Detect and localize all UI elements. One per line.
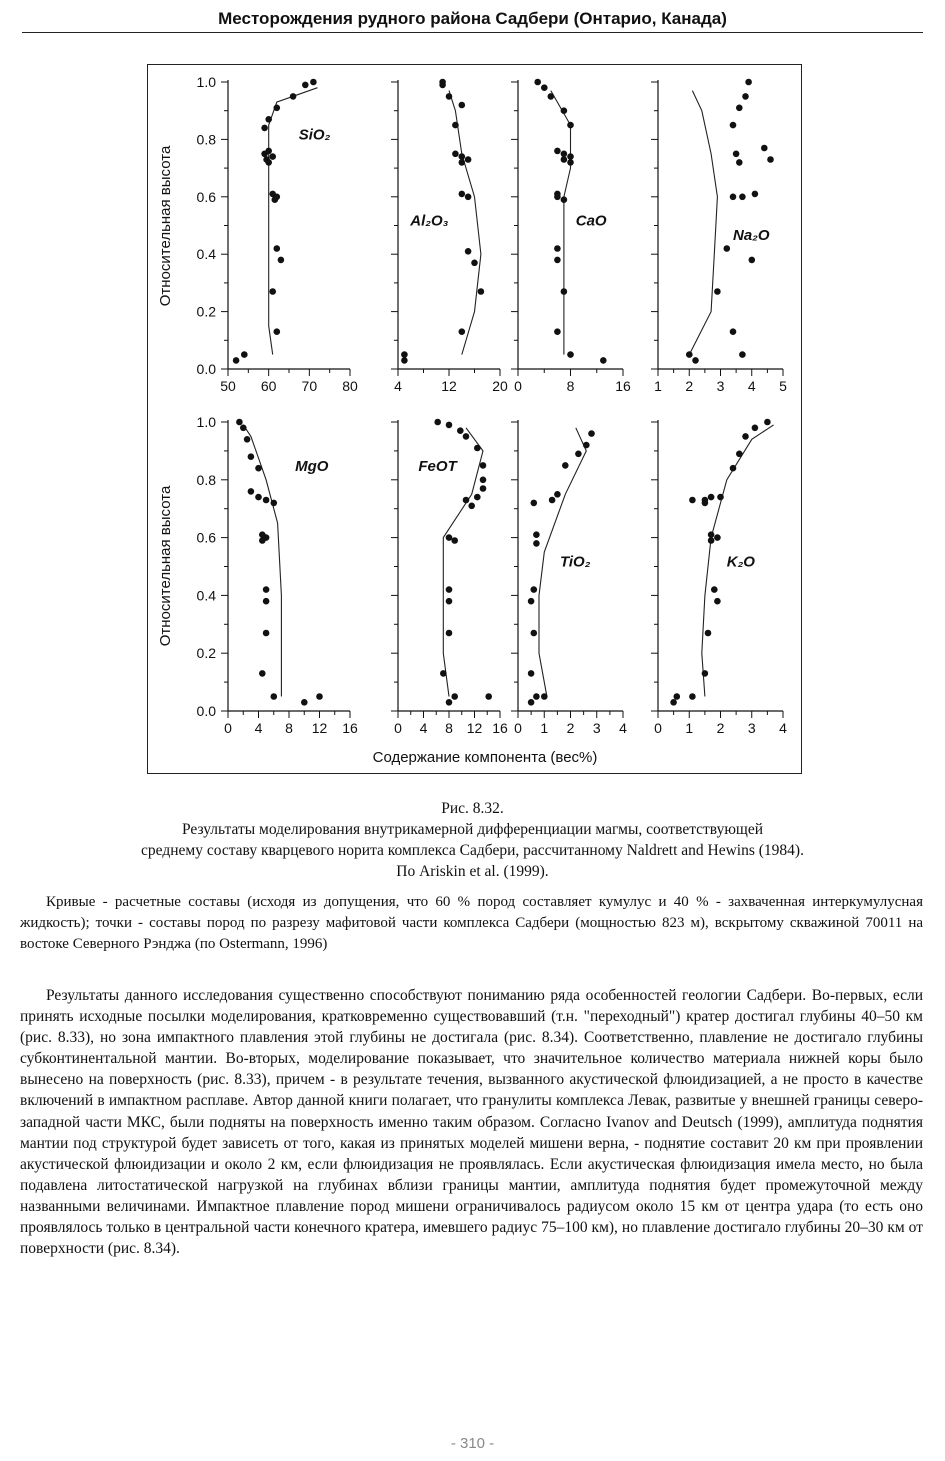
sample-point xyxy=(717,494,724,501)
sample-point xyxy=(301,699,308,706)
sample-point xyxy=(446,93,453,100)
panel-4 xyxy=(197,414,358,736)
panel-6 xyxy=(511,420,627,736)
sample-point xyxy=(588,430,595,437)
y-tick-label: 0.8 xyxy=(196,131,216,148)
x-tick-label: 2 xyxy=(566,720,575,736)
sample-point xyxy=(434,419,441,426)
sample-point xyxy=(730,465,737,472)
sample-point xyxy=(240,425,247,432)
x-tick-label: 3 xyxy=(592,720,601,736)
x-tick-label: 4 xyxy=(779,720,787,736)
caption-note: Кривые - расчетные составы (исходя из допущения, что 60 % пород составляет кумулус и 40 % - захваченная интеркумулусная жидкость); точки - составы пород по разрезу мафитовой части комплекса Садбери (мощностью 823 м), вскрытому скважиной 70011 на востоке Северного Рэнджа (по Ostermann, 1996) xyxy=(20,894,923,952)
sample-point xyxy=(474,445,481,452)
x-axis-label: Содержание компонента (вес%) xyxy=(372,749,598,766)
sample-point xyxy=(263,598,270,605)
sample-point xyxy=(465,156,472,163)
x-tick-label: 1 xyxy=(654,378,662,394)
sample-point xyxy=(302,82,309,89)
sample-point xyxy=(554,194,561,201)
sample-point xyxy=(263,586,270,593)
x-tick-label: 1 xyxy=(540,720,549,736)
sample-point xyxy=(255,465,262,472)
sample-point xyxy=(480,462,487,469)
sample-point xyxy=(528,699,535,706)
sample-point xyxy=(711,586,718,593)
sample-point xyxy=(702,670,709,677)
sample-point xyxy=(674,693,681,700)
x-tick-label: 16 xyxy=(342,720,358,736)
sample-point xyxy=(745,79,752,86)
sample-point xyxy=(265,148,272,155)
sample-point xyxy=(452,122,459,129)
sample-point xyxy=(739,351,746,358)
sample-point xyxy=(528,670,535,677)
sample-point xyxy=(446,630,453,637)
sample-point xyxy=(742,433,749,440)
sample-point xyxy=(271,500,278,507)
x-tick-label: 0 xyxy=(394,720,402,736)
x-tick-label: 0 xyxy=(224,720,232,736)
x-tick-label: 3 xyxy=(716,378,725,394)
sample-point xyxy=(567,159,574,166)
sample-point xyxy=(708,531,715,538)
sample-point xyxy=(463,433,470,440)
sample-point xyxy=(248,453,255,460)
sample-point xyxy=(554,148,561,155)
sample-point xyxy=(730,328,737,335)
sample-point xyxy=(561,288,568,295)
caption-fig-label: Рис. 8.32. xyxy=(441,800,504,817)
sample-point xyxy=(272,196,279,203)
sample-point xyxy=(265,159,272,166)
x-tick-label: 4 xyxy=(254,720,263,736)
x-tick-label: 12 xyxy=(311,720,328,736)
sample-point xyxy=(255,494,262,501)
x-tick-label: 4 xyxy=(394,378,402,394)
sample-point xyxy=(446,586,453,593)
x-tick-label: 16 xyxy=(492,720,508,736)
x-tick-label: 16 xyxy=(615,378,631,394)
sample-point xyxy=(531,500,538,507)
x-tick-label: 1 xyxy=(685,720,694,736)
y-axis-label-top: Относительная высота xyxy=(157,145,174,307)
sample-point xyxy=(730,122,737,129)
sample-point xyxy=(259,537,266,544)
body-paragraph: Результаты данного исследования существенно способствуют пониманию ряда особенностей геологии Садбери. Во-первых, если принять исходные посылки моделирования, кратковременно существовавший (т.н. "переходный") кратер достигал глубины 40–50 км (рис. 8.33), но зона импактного плавления этой глубины не достигала (рис. 8.34). Соответственно, плавление не достигало глубины субконтинентальной мантии. Во-вторых, моделирование показывает, что значительное количество материала нижней коры было вынесено на поверхность (рис. 8.33), причем - в результате течения, вызванного акустической флюидизацией, а не просто в качестве включений в импактном расплаве. Автор данной книги полагает, что гранулиты комплекса Левак, развитые у внешней границы северо-западной части МКС, были подняты на поверхность именно таким образом. Согласно Ivanov and Deutsch (1999), амплитуда поднятия мантии под структурой будет зависеть от того, какая из принятых моделей мишени верна, - поднятие составит 20 км при проявлении акустической флюидизации и около 2 км, если флюидизация не проявлялась. Если акустическая флюидизация имела место, но была подавлена литостатической нагрузкой на глубинах вблизи границы мантии, амплитуда поднятия будет промежуточной между названными величинами. Импактное плавление пород мишени ограничивалось радиусом около 15 км от центра удара (то есть оно проявлялось только в центральной части конечного кратера, имевшего радиус 75–100 км), но плавление достигало глубины 20–30 км от поверхности (рис. 8.34). xyxy=(20,987,923,1258)
sample-point xyxy=(705,630,712,637)
sample-point xyxy=(761,145,768,152)
sample-point xyxy=(583,442,590,449)
sample-point xyxy=(480,485,487,492)
sample-point xyxy=(567,153,574,160)
sample-point xyxy=(561,196,568,203)
sample-point xyxy=(686,351,693,358)
sample-point xyxy=(749,257,756,264)
sample-point xyxy=(269,288,276,295)
panel-title: MgO xyxy=(295,458,329,476)
sample-point xyxy=(465,194,472,201)
panel-title: TiO₂ xyxy=(560,553,591,571)
sample-point xyxy=(446,534,453,541)
sample-point xyxy=(440,670,447,677)
sample-point xyxy=(459,328,466,335)
x-tick-label: 2 xyxy=(685,378,694,394)
sample-point xyxy=(485,693,492,700)
sample-point xyxy=(468,503,475,510)
x-tick-label: 0 xyxy=(654,720,662,736)
sample-point xyxy=(702,500,709,507)
sample-point xyxy=(457,427,464,434)
sample-point xyxy=(310,79,317,86)
sample-point xyxy=(480,477,487,484)
sample-point xyxy=(670,699,677,706)
sample-point xyxy=(689,497,696,504)
sample-point xyxy=(236,419,243,426)
sample-point xyxy=(446,422,453,429)
caption-line-2: среднему составу кварцевого норита комплекса Садбери, рассчитанному Naldrett and Hewins (1984). xyxy=(141,842,804,859)
sample-point xyxy=(446,598,453,605)
x-tick-label: 4 xyxy=(419,720,428,736)
sample-point xyxy=(724,245,731,252)
sample-point xyxy=(567,351,574,358)
sample-point xyxy=(452,151,459,158)
sample-point xyxy=(459,153,466,160)
x-tick-label: 5 xyxy=(779,378,787,394)
sample-point xyxy=(554,257,561,264)
sample-point xyxy=(736,159,743,166)
sample-point xyxy=(465,248,472,255)
x-tick-label: 8 xyxy=(285,720,293,736)
y-tick-label: 0.0 xyxy=(196,703,216,719)
sample-point xyxy=(401,357,408,364)
sample-point xyxy=(451,693,458,700)
sample-point xyxy=(561,151,568,158)
sample-point xyxy=(241,351,248,358)
sample-point xyxy=(554,245,561,252)
sample-point xyxy=(533,531,540,538)
sample-point xyxy=(459,102,466,109)
panel-title: CaO xyxy=(575,212,607,230)
y-tick-label: 0.2 xyxy=(196,645,216,662)
sample-point xyxy=(478,288,485,295)
page-number: - 310 - xyxy=(450,1435,495,1452)
sample-point xyxy=(730,194,737,201)
y-axis-label-bottom: Относительная высота xyxy=(157,485,174,647)
sample-point xyxy=(278,257,285,264)
sample-point xyxy=(561,107,568,114)
sample-point xyxy=(541,84,548,91)
y-tick-label: 0.8 xyxy=(196,471,216,488)
sample-point xyxy=(533,693,540,700)
sample-point xyxy=(263,497,270,504)
sample-point xyxy=(714,288,721,295)
panel-title: Al₂O₃ xyxy=(410,212,449,230)
x-tick-label: 0 xyxy=(514,720,522,736)
x-tick-label: 12 xyxy=(441,378,457,394)
sample-point xyxy=(290,93,297,100)
sample-point xyxy=(534,79,541,86)
x-tick-label: 0 xyxy=(514,378,522,394)
x-tick-label: 80 xyxy=(342,378,358,394)
y-tick-label: 1.0 xyxy=(196,414,216,430)
sample-point xyxy=(708,494,715,501)
sample-point xyxy=(541,693,548,700)
model-curve xyxy=(449,91,481,355)
sample-point xyxy=(261,125,268,132)
model-curve xyxy=(551,91,571,355)
panel-0 xyxy=(197,74,358,394)
sample-point xyxy=(446,699,453,706)
sample-point xyxy=(714,534,721,541)
sample-point xyxy=(742,93,749,100)
y-tick-label: 0.6 xyxy=(196,188,216,205)
sample-point xyxy=(274,245,281,252)
sample-point xyxy=(451,537,458,544)
sample-point xyxy=(265,116,272,123)
sample-point xyxy=(554,491,561,498)
y-tick-label: 0.4 xyxy=(196,587,216,604)
panel-3 xyxy=(651,79,787,394)
sample-point xyxy=(269,153,276,160)
model-curve xyxy=(689,91,717,355)
sample-point xyxy=(561,156,568,163)
sample-point xyxy=(767,156,774,163)
sample-point xyxy=(714,598,721,605)
sample-point xyxy=(752,425,759,432)
sample-point xyxy=(548,93,555,100)
y-tick-label: 0.0 xyxy=(196,361,216,377)
x-tick-label: 12 xyxy=(466,720,483,736)
sample-point xyxy=(274,105,281,112)
panel-title: FeOT xyxy=(418,458,457,476)
x-tick-label: 8 xyxy=(445,720,453,736)
sample-point xyxy=(764,419,771,426)
sample-point xyxy=(736,451,743,458)
sample-point xyxy=(471,260,478,267)
sample-point xyxy=(554,328,561,335)
x-tick-label: 70 xyxy=(301,378,318,394)
sample-point xyxy=(739,194,746,201)
caption-line-1: Результаты моделирования внутрикамерной дифференциации магмы, соответствующей xyxy=(181,821,764,838)
sample-point xyxy=(233,357,240,364)
sample-point xyxy=(459,159,466,166)
sample-point xyxy=(549,497,556,504)
x-tick-label: 20 xyxy=(492,378,508,394)
sample-point xyxy=(263,630,270,637)
sample-point xyxy=(248,488,255,495)
sample-point xyxy=(271,693,278,700)
sample-point xyxy=(736,105,743,112)
x-tick-label: 3 xyxy=(747,720,756,736)
sample-point xyxy=(708,537,715,544)
sample-point xyxy=(689,693,696,700)
x-tick-label: 4 xyxy=(619,720,627,736)
y-tick-label: 0.2 xyxy=(196,303,216,320)
sample-point xyxy=(474,494,481,501)
x-tick-label: 2 xyxy=(716,720,725,736)
panel-7 xyxy=(651,419,787,736)
panel-title: SiO₂ xyxy=(298,126,331,144)
y-tick-label: 0.4 xyxy=(196,246,216,263)
figure-caption xyxy=(20,798,925,882)
sample-point xyxy=(463,497,470,504)
sample-point xyxy=(316,693,323,700)
sample-point xyxy=(567,122,574,129)
page-header-title: Месторождения рудного района Садбери (Онтарио, Канада) xyxy=(218,9,727,28)
x-tick-label: 60 xyxy=(260,378,277,394)
model-curve xyxy=(243,425,281,697)
sample-point xyxy=(692,357,699,364)
sample-point xyxy=(533,540,540,547)
y-tick-label: 1.0 xyxy=(196,74,216,90)
sample-point xyxy=(528,598,535,605)
panel-2 xyxy=(511,79,631,394)
caption-line-3: По Ariskin et al. (1999). xyxy=(396,863,549,880)
sample-point xyxy=(600,357,607,364)
sample-point xyxy=(459,191,466,198)
sample-point xyxy=(401,351,408,358)
x-tick-label: 8 xyxy=(566,378,575,394)
sample-point xyxy=(562,462,569,469)
x-tick-label: 4 xyxy=(747,378,756,394)
panel-title: Na₂O xyxy=(733,226,770,244)
panel-1 xyxy=(391,79,508,394)
x-tick-label: 50 xyxy=(220,378,236,394)
sample-point xyxy=(733,151,740,158)
sample-point xyxy=(531,586,538,593)
y-tick-label: 0.6 xyxy=(196,529,216,546)
sample-point xyxy=(259,670,266,677)
sample-point xyxy=(752,191,759,198)
sample-point xyxy=(575,451,582,458)
sample-point xyxy=(244,436,251,443)
panel-title: K₂O xyxy=(726,553,755,571)
sample-point xyxy=(439,82,446,89)
panel-5 xyxy=(391,419,508,736)
sample-point xyxy=(274,328,281,335)
sample-point xyxy=(531,630,538,637)
